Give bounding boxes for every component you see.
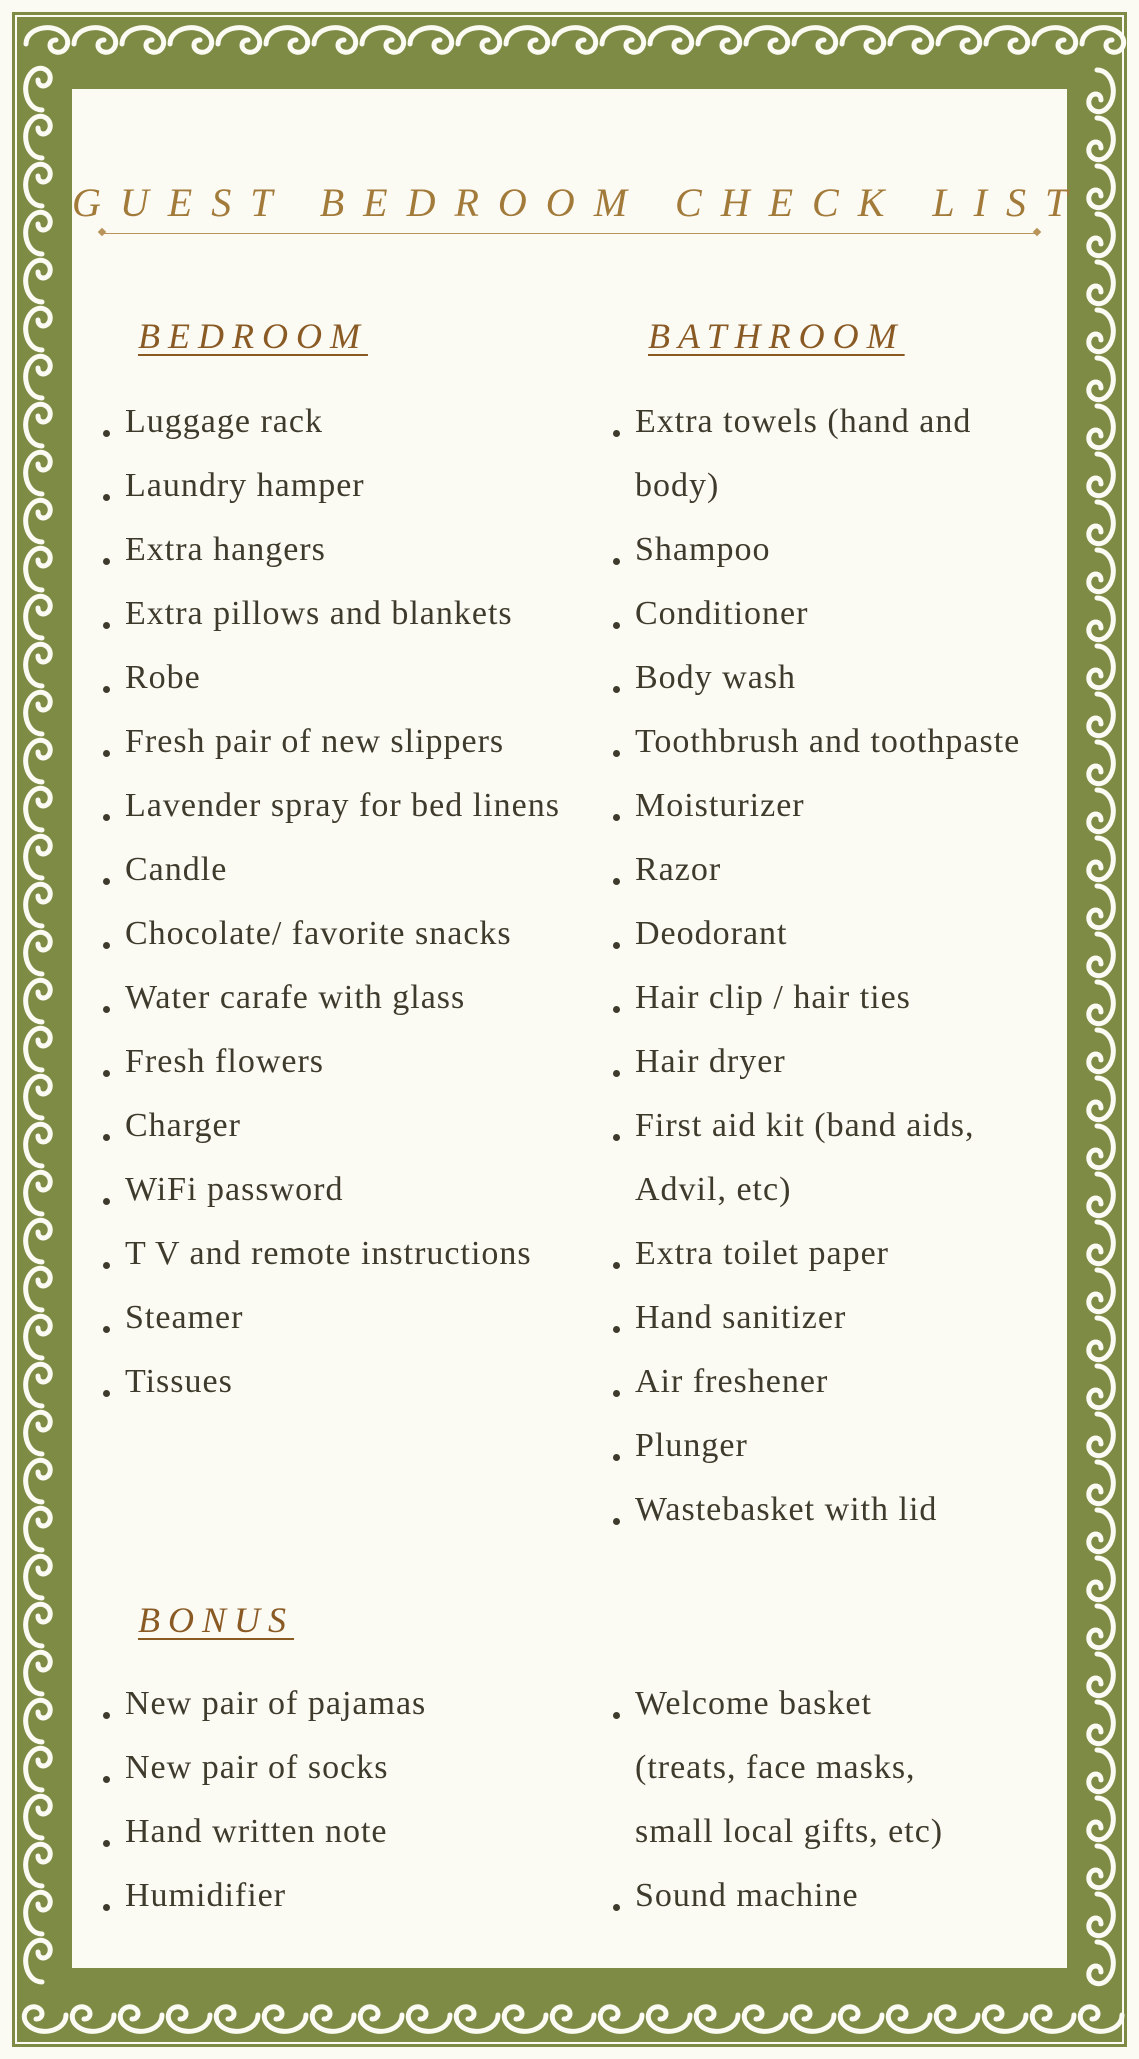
checklist-item: WiFi password <box>103 1158 563 1222</box>
checklist-item: Tissues <box>103 1350 563 1414</box>
bathroom-heading: BATHROOM <box>648 316 905 356</box>
bonus-list-left <box>103 1672 563 1928</box>
checklist-item: Wastebasket with lid <box>613 1478 1063 1542</box>
checklist-item: T V and remote instructions <box>103 1222 563 1286</box>
checklist-item: Lavender spray for bed linens <box>103 774 563 838</box>
checklist-item: Hair clip / hair ties <box>613 966 1063 1030</box>
checklist-item: Extra towels (hand and body) <box>613 390 1063 518</box>
checklist-item: Shampoo <box>613 518 1063 582</box>
title-divider <box>102 233 1037 234</box>
checklist-item: Water carafe with glass <box>103 966 563 1030</box>
content-panel <box>65 82 1087 1975</box>
bonus-heading: BONUS <box>138 1600 294 1640</box>
checklist-item: Conditioner <box>613 582 1063 646</box>
checklist-item: Moisturizer <box>613 774 1063 838</box>
checklist-item: Laundry hamper <box>103 454 563 518</box>
bedroom-list <box>103 390 563 1414</box>
checklist-item: Sound machine <box>613 1864 973 1928</box>
checklist-item: Extra toilet paper <box>613 1222 1063 1286</box>
checklist-item: Hand sanitizer <box>613 1286 1063 1350</box>
checklist-item: New pair of pajamas <box>103 1672 563 1736</box>
bathroom-list <box>613 390 1063 1542</box>
checklist-item: Robe <box>103 646 563 710</box>
checklist-item: Air freshener <box>613 1350 1063 1414</box>
checklist-item: Fresh pair of new slippers <box>103 710 563 774</box>
checklist-item: Razor <box>613 838 1063 902</box>
checklist-item: Humidifier <box>103 1864 563 1928</box>
checklist-item: Welcome basket (treats, face masks, small local gifts, etc) <box>613 1672 973 1864</box>
checklist-item: Charger <box>103 1094 563 1158</box>
bedroom-heading: BEDROOM <box>138 316 368 356</box>
checklist-item: First aid kit (band aids, Advil, etc) <box>613 1094 1063 1222</box>
checklist-item: Deodorant <box>613 902 1063 966</box>
checklist-item: Hand written note <box>103 1800 563 1864</box>
checklist-item: Hair dryer <box>613 1030 1063 1094</box>
bonus-list-right <box>613 1672 973 1928</box>
checklist-item: Steamer <box>103 1286 563 1350</box>
checklist-item: Extra pillows and blankets <box>103 582 563 646</box>
checklist-item: Extra hangers <box>103 518 563 582</box>
checklist-item: Chocolate/ favorite snacks <box>103 902 563 966</box>
checklist-item: Fresh flowers <box>103 1030 563 1094</box>
checklist-item: New pair of socks <box>103 1736 563 1800</box>
page-title: GUEST BEDROOM CHECK LIST <box>72 180 1087 225</box>
checklist-item: Candle <box>103 838 563 902</box>
checklist-item: Toothbrush and toothpaste <box>613 710 1063 774</box>
checklist-item: Luggage rack <box>103 390 563 454</box>
checklist-item: Plunger <box>613 1414 1063 1478</box>
checklist-item: Body wash <box>613 646 1063 710</box>
